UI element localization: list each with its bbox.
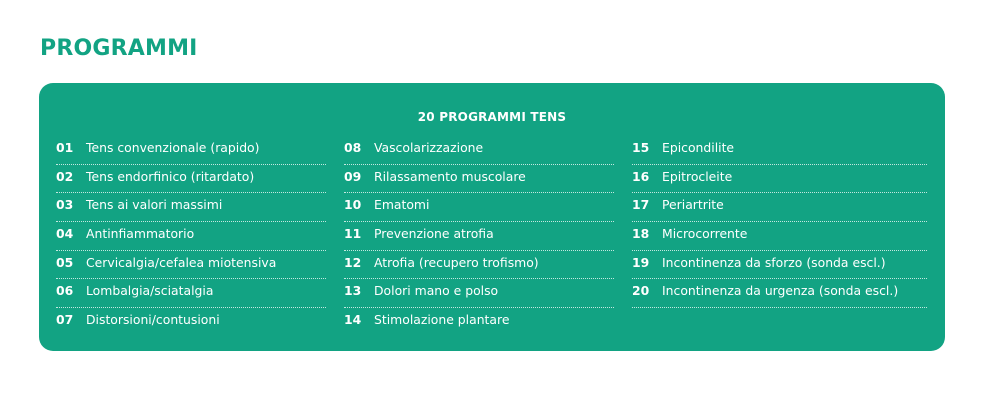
program-number: 14 <box>344 312 362 328</box>
program-number: 07 <box>56 312 74 328</box>
program-number: 20 <box>632 283 650 299</box>
program-item <box>344 165 614 194</box>
panel-title: 20 PROGRAMMI TENS <box>417 110 567 124</box>
program-item <box>56 165 326 194</box>
program-number: 16 <box>632 168 650 184</box>
program-number: 13 <box>344 283 362 299</box>
program-item <box>56 193 326 222</box>
program-label: Lombalgia/sciatalgia <box>86 283 214 299</box>
program-label: Distorsioni/contusioni <box>86 312 220 328</box>
programs-panel <box>39 83 945 351</box>
program-label: Microcorrente <box>662 226 748 242</box>
program-number: 15 <box>632 140 650 155</box>
program-number: 10 <box>344 197 362 213</box>
program-number: 01 <box>56 140 74 155</box>
program-label: Dolori mano e polso <box>374 283 499 299</box>
programs-column-1 <box>56 136 326 337</box>
program-item <box>344 222 614 251</box>
program-item <box>344 193 614 222</box>
program-label: Tens endorfinico (ritardato) <box>86 168 255 184</box>
programs-column-3 <box>632 136 927 308</box>
program-number: 08 <box>344 140 362 155</box>
program-number: 05 <box>56 254 74 270</box>
program-item <box>632 193 927 222</box>
program-number: 12 <box>344 254 362 270</box>
program-label: Epicondilite <box>662 140 735 155</box>
program-label: Rilassamento muscolare <box>374 168 526 184</box>
program-item <box>56 251 326 280</box>
program-number: 18 <box>632 226 650 242</box>
program-item <box>56 308 326 337</box>
program-item <box>56 136 326 165</box>
program-label: Ematomi <box>374 197 430 213</box>
program-label: Vascolarizzazione <box>374 140 484 155</box>
program-label: Cervicalgia/cefalea miotensiva <box>86 254 277 270</box>
program-item <box>632 279 927 308</box>
program-label: Stimolazione plantare <box>374 312 510 328</box>
program-number: 11 <box>344 226 362 242</box>
page-title: PROGRAMMI <box>40 36 198 61</box>
program-item <box>632 136 927 165</box>
program-label: Incontinenza da sforzo (sonda escl.) <box>662 254 886 270</box>
program-item <box>632 165 927 194</box>
program-item <box>56 222 326 251</box>
program-item <box>56 279 326 308</box>
program-label: Atrofia (recupero trofismo) <box>374 254 539 270</box>
program-number: 09 <box>344 168 362 184</box>
program-item <box>344 251 614 280</box>
program-item <box>344 279 614 308</box>
program-number: 03 <box>56 197 74 213</box>
programs-column-2 <box>344 136 614 337</box>
program-number: 02 <box>56 168 74 184</box>
program-number: 19 <box>632 254 650 270</box>
program-label: Tens convenzionale (rapido) <box>86 140 260 155</box>
program-number: 04 <box>56 226 74 242</box>
program-item <box>632 222 927 251</box>
program-item <box>632 251 927 280</box>
program-label: Incontinenza da urgenza (sonda escl.) <box>662 283 899 299</box>
program-label: Prevenzione atrofia <box>374 226 494 242</box>
program-number: 06 <box>56 283 74 299</box>
program-item <box>344 136 614 165</box>
program-label: Tens ai valori massimi <box>86 197 223 213</box>
program-number: 17 <box>632 197 650 213</box>
program-item <box>344 308 614 337</box>
program-label: Epitrocleite <box>662 168 733 184</box>
program-label: Antinfiammatorio <box>86 226 195 242</box>
program-label: Periartrite <box>662 197 724 213</box>
